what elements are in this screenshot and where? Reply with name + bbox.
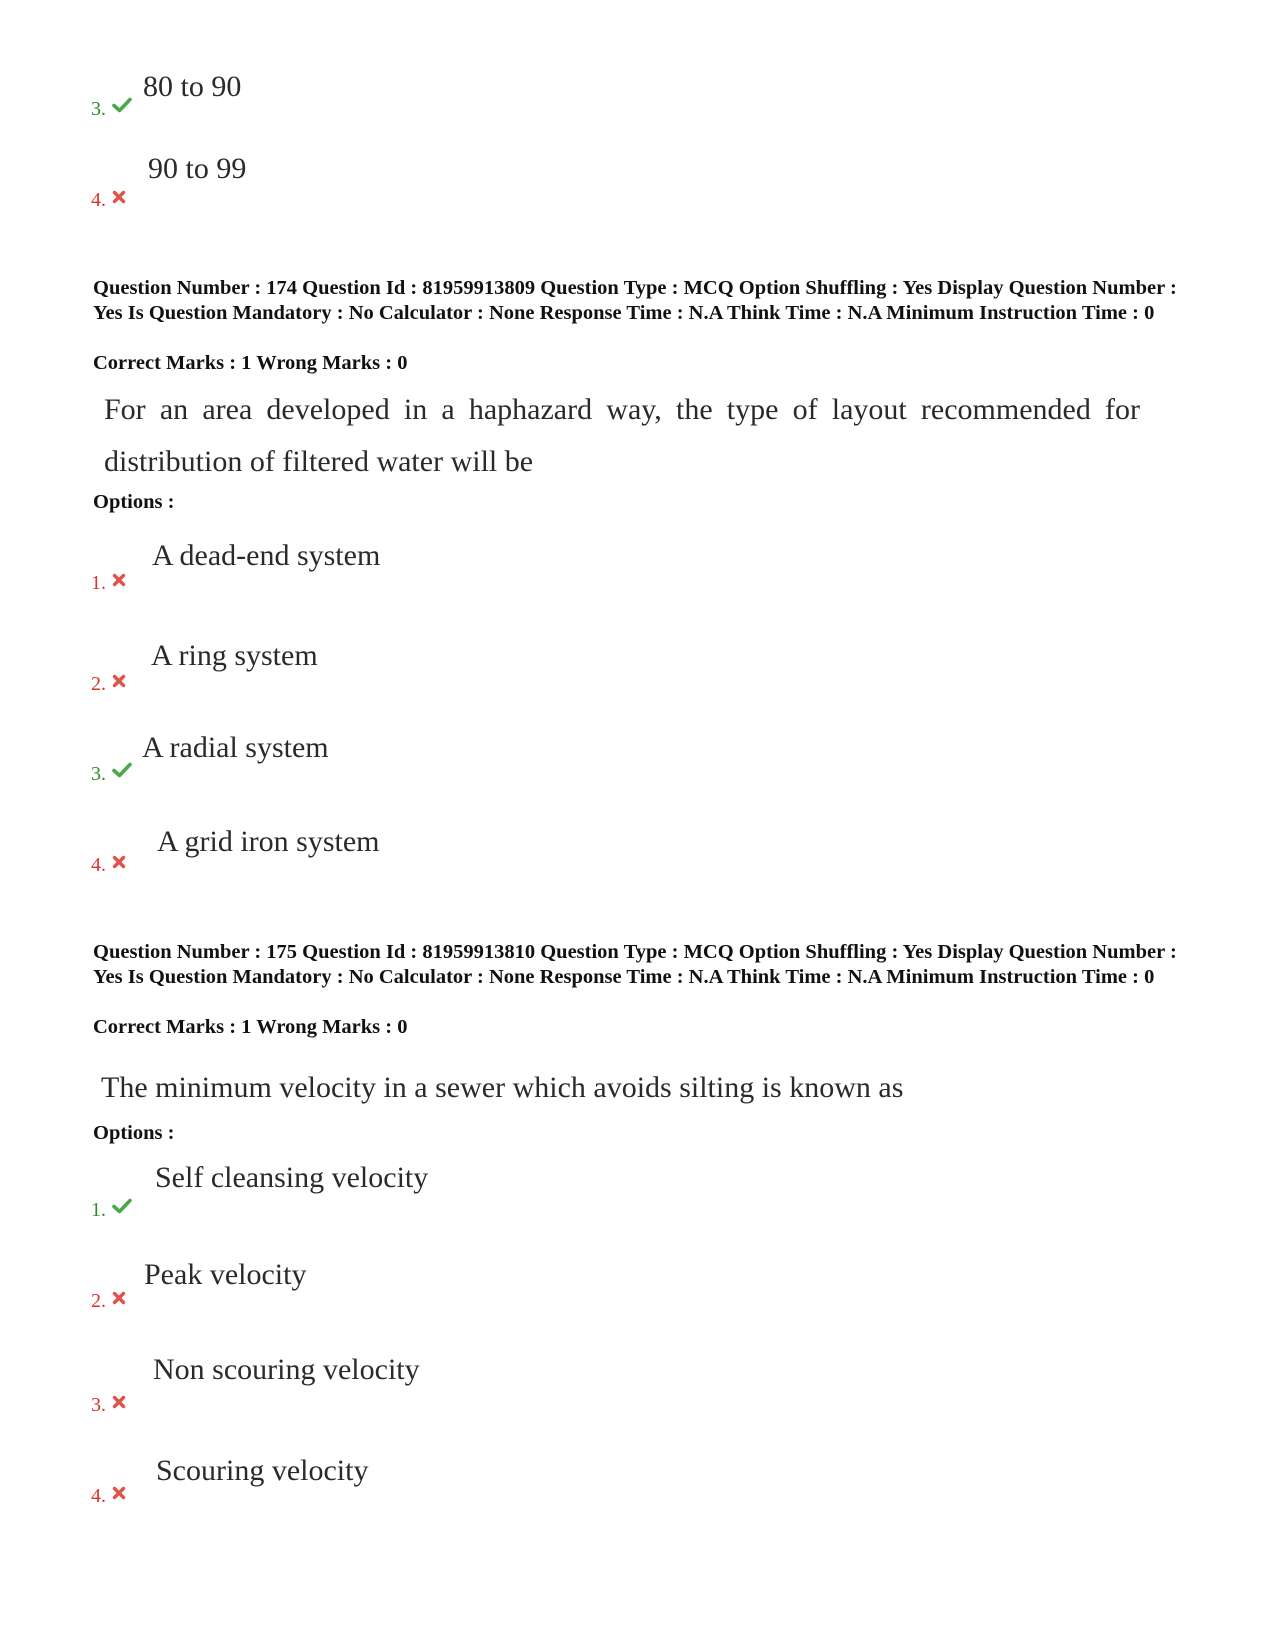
- cross-icon: [112, 573, 126, 587]
- option-text: A grid iron system: [157, 825, 380, 858]
- option-text: 90 to 99: [148, 152, 247, 185]
- option-number-label: 3.: [91, 763, 106, 785]
- option-number-label: 1.: [91, 1199, 106, 1221]
- option-number: [91, 854, 126, 876]
- option-text: Scouring velocity: [156, 1454, 369, 1487]
- option-number: [91, 673, 126, 695]
- cross-icon: [112, 1486, 126, 1500]
- option-text: A dead-end system: [152, 539, 381, 572]
- option-number: [91, 1394, 126, 1416]
- options-label: Options :: [93, 1122, 175, 1144]
- option-number: [91, 762, 132, 785]
- option-number-label: 3.: [91, 1394, 106, 1416]
- option-number-label: 2.: [91, 673, 106, 695]
- option-number: [91, 1198, 132, 1221]
- option-number-label: 4.: [91, 854, 106, 876]
- cross-icon: [112, 190, 126, 204]
- option-number: [91, 572, 126, 594]
- option-text: A radial system: [142, 731, 329, 764]
- option-number: [91, 189, 126, 211]
- question-marks: Correct Marks : 1 Wrong Marks : 0: [93, 352, 408, 374]
- check-icon: [112, 762, 132, 778]
- option-number-label: 3.: [91, 98, 106, 120]
- options-label: Options :: [93, 491, 175, 513]
- question-text: For an area developed in a haphazard way, the type of layout recommended for distribution of filtered water will be: [104, 393, 1140, 478]
- question-meta: Question Number : 175 Question Id : 81959913810 Question Type : MCQ Option Shuffling : Yes Display Question Number : Yes Is Question Mandatory : No Calculator : None Response Time : N.A Think Time : N.A Minimum Instruction Time : 0: [93, 941, 1177, 988]
- option-text: 80 to 90: [143, 70, 242, 103]
- option-number-label: 4.: [91, 189, 106, 211]
- check-icon: [112, 97, 132, 113]
- cross-icon: [112, 855, 126, 869]
- option-text: Peak velocity: [144, 1258, 307, 1291]
- question-marks: Correct Marks : 1 Wrong Marks : 0: [93, 1016, 408, 1038]
- question-text: The minimum velocity in a sewer which avoids silting is known as: [101, 1071, 904, 1104]
- cross-icon: [112, 674, 126, 688]
- option-number-label: 2.: [91, 1290, 106, 1312]
- option-number-label: 4.: [91, 1485, 106, 1507]
- option-text: A ring system: [151, 639, 318, 672]
- cross-icon: [112, 1291, 126, 1305]
- question-meta: Question Number : 174 Question Id : 81959913809 Question Type : MCQ Option Shuffling : Yes Display Question Number : Yes Is Question Mandatory : No Calculator : None Response Time : N.A Think Time : N.A Minimum Instruction Time : 0: [93, 277, 1177, 324]
- check-icon: [112, 1198, 132, 1214]
- option-number: [91, 97, 132, 120]
- option-number: [91, 1290, 126, 1312]
- option-number-label: 1.: [91, 572, 106, 594]
- option-text: Self cleansing velocity: [155, 1161, 429, 1194]
- option-text: Non scouring velocity: [153, 1353, 420, 1386]
- option-number: [91, 1485, 126, 1507]
- cross-icon: [112, 1395, 126, 1409]
